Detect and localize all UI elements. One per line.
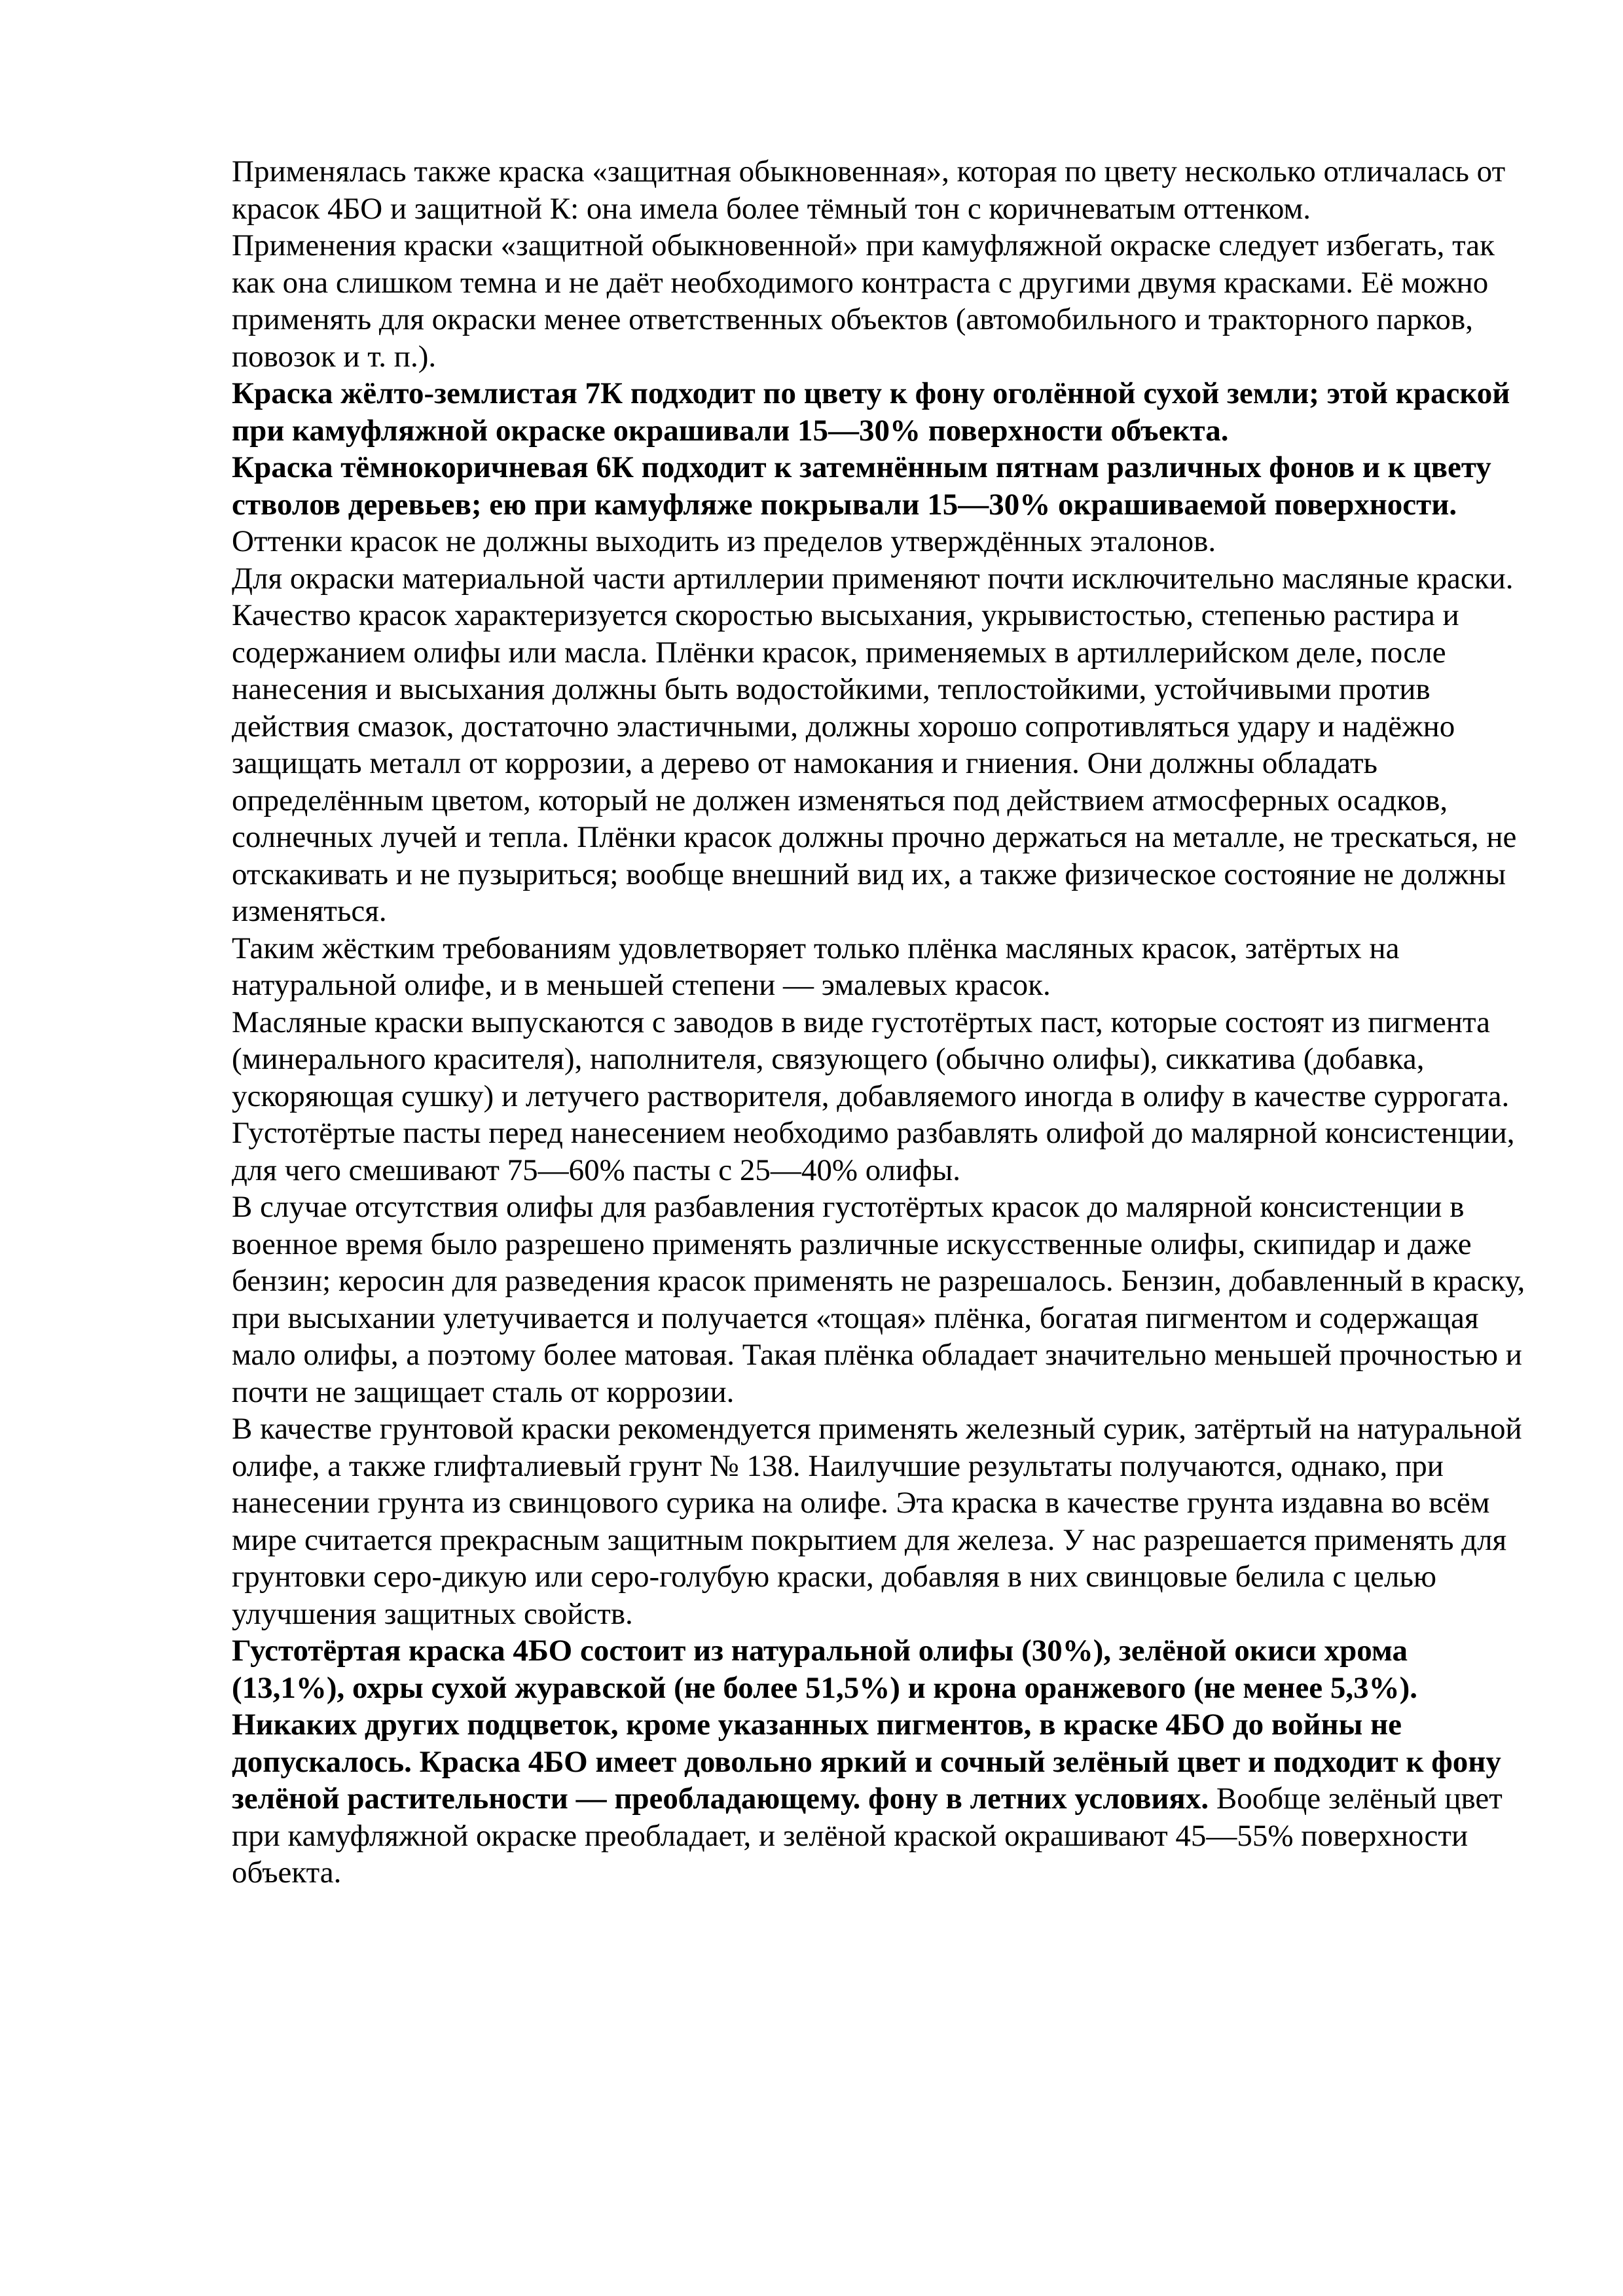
paragraph: Для окраски материальной части артиллерии применяют почти исключительно масляные краски. (232, 561, 1514, 596)
paragraph-mixed (232, 1632, 1528, 1892)
paragraph-bold: Краска жёлто-землистая 7К подходит по цвету к фону оголённой сухой земли; этой краской при камуфляжной окраске окрашивали 15—30% поверхности объекта. (232, 376, 1510, 448)
paragraph: Таким жёстким требованиям удовлетворяет только плёнка масляных красок, затёртых на натуральной олифе, и в меньшей степени — эмалевых красок. (232, 931, 1400, 1002)
paragraph: Густотёртые пасты перед нанесением необходимо разбавлять олифой до малярной консистенции, для чего смешивают 75—60% пасты с 25—40% олифы. (232, 1116, 1515, 1187)
paragraph: Оттенки красок не должны выходить из пределов утверждённых эталонов. (232, 524, 1216, 558)
paragraph: Применялась также краска «защитная обыкновенная», которая по цвету несколько отличалась от красок 4БО и защитной К: она имела более тёмный тон с коричневатым оттенком. (232, 154, 1506, 226)
paragraph-bold: Краска тёмнокоричневая 6К подходит к затемнённым пятнам различных фонов и к цвету стволов деревьев; ею при камуфляже покрывали 15—30% окрашиваемой поверхности. (232, 450, 1491, 522)
document-body (232, 153, 1528, 1892)
paragraph: Качество красок характеризуется скоростью высыхания, укрывистостью, степенью растира и содержанием олифы или масла. Плёнки красок, применяемых в артиллерийском деле, после нанесения и высыхания должны быть водостойкими, теплостойкими, устойчивыми против действия смазок, достаточно эластичными, должны хорошо сопротивляться удару и надёжно защищать металл от коррозии, а дерево от намокания и гниения. Они должны обладать определённым цветом, который не должен изменяться под действием атмосферных осадков, солнечных лучей и тепла. Плёнки красок должны прочно держаться на металле, не трескаться, не отскакивать и не пузыриться; вообще внешний вид их, а также физическое состояние не должны изменяться. (232, 598, 1517, 928)
paragraph-bold-part: Густотёртая краска 4БО состоит из натуральной олифы (30%), зелёной окиси хрома (13,1%), охры сухой журавской (не более 51,5%) и крона оранжевого (не менее 5,3%). Никаких других подцветок, кроме указанных пигментов, в краске 4БО до войны не допускалось. Краска 4БО имеет довольно яркий и сочный зелёный цвет и подходит к фону зелёной растительности — преобладающему. фону в летних условиях. (232, 1634, 1501, 1816)
paragraph: Масляные краски выпускаются с заводов в виде густотёртых паст, которые состоят из пигмента (минерального красителя), наполнителя, связующего (обычно олифы), сиккатива (добавка, ускоряющая сушку) и летучего растворителя, добавляемого иногда в олифу в качестве суррогата. (232, 1005, 1510, 1113)
paragraph: Применения краски «защитной обыкновенной» при камуфляжной окраске следует избегать, так как она слишком темна и не даёт необходимого контраста с другими двумя красками. Её можно применять для окраски менее ответственных объектов (автомобильного и тракторного парков, повозок и т. п.). (232, 228, 1495, 374)
paragraph: В качестве грунтовой краски рекомендуется применять железный сурик, затёртый на натуральной олифе, а также глифталиевый грунт № 138. Наилучшие результаты получаются, однако, при нанесении грунта из свинцового сурика на олифе. Эта краска в качестве грунта издавна во всём мире считается прекрасным защитным покрытием для железа. У нас разрешается применять для грунтовки серо-дикую или серо-голубую краски, добавляя в них свинцовые белила с целью улучшения защитных свойств. (232, 1412, 1522, 1631)
paragraph: В случае отсутствия олифы для разбавления густотёртых красок до малярной консистенции в военное время было разрешено применять различные искусственные олифы, скипидар и даже бензин; керосин для разведения красок применять не разрешалось. Бензин, добавленный в краску, при высыхании улетучивается и получается «тощая» плёнка, богатая пигментом и содержащая мало олифы, а поэтому более матовая. Такая плёнка обладает значительно меньшей прочностью и почти не защищает сталь от коррозии. (232, 1190, 1525, 1409)
paragraph-normal-part: Вообще зелёный цвет при камуфляжной окраске преобладает, и зелёной краской окрашивают 45—55% поверхности объекта. (232, 1782, 1503, 1890)
